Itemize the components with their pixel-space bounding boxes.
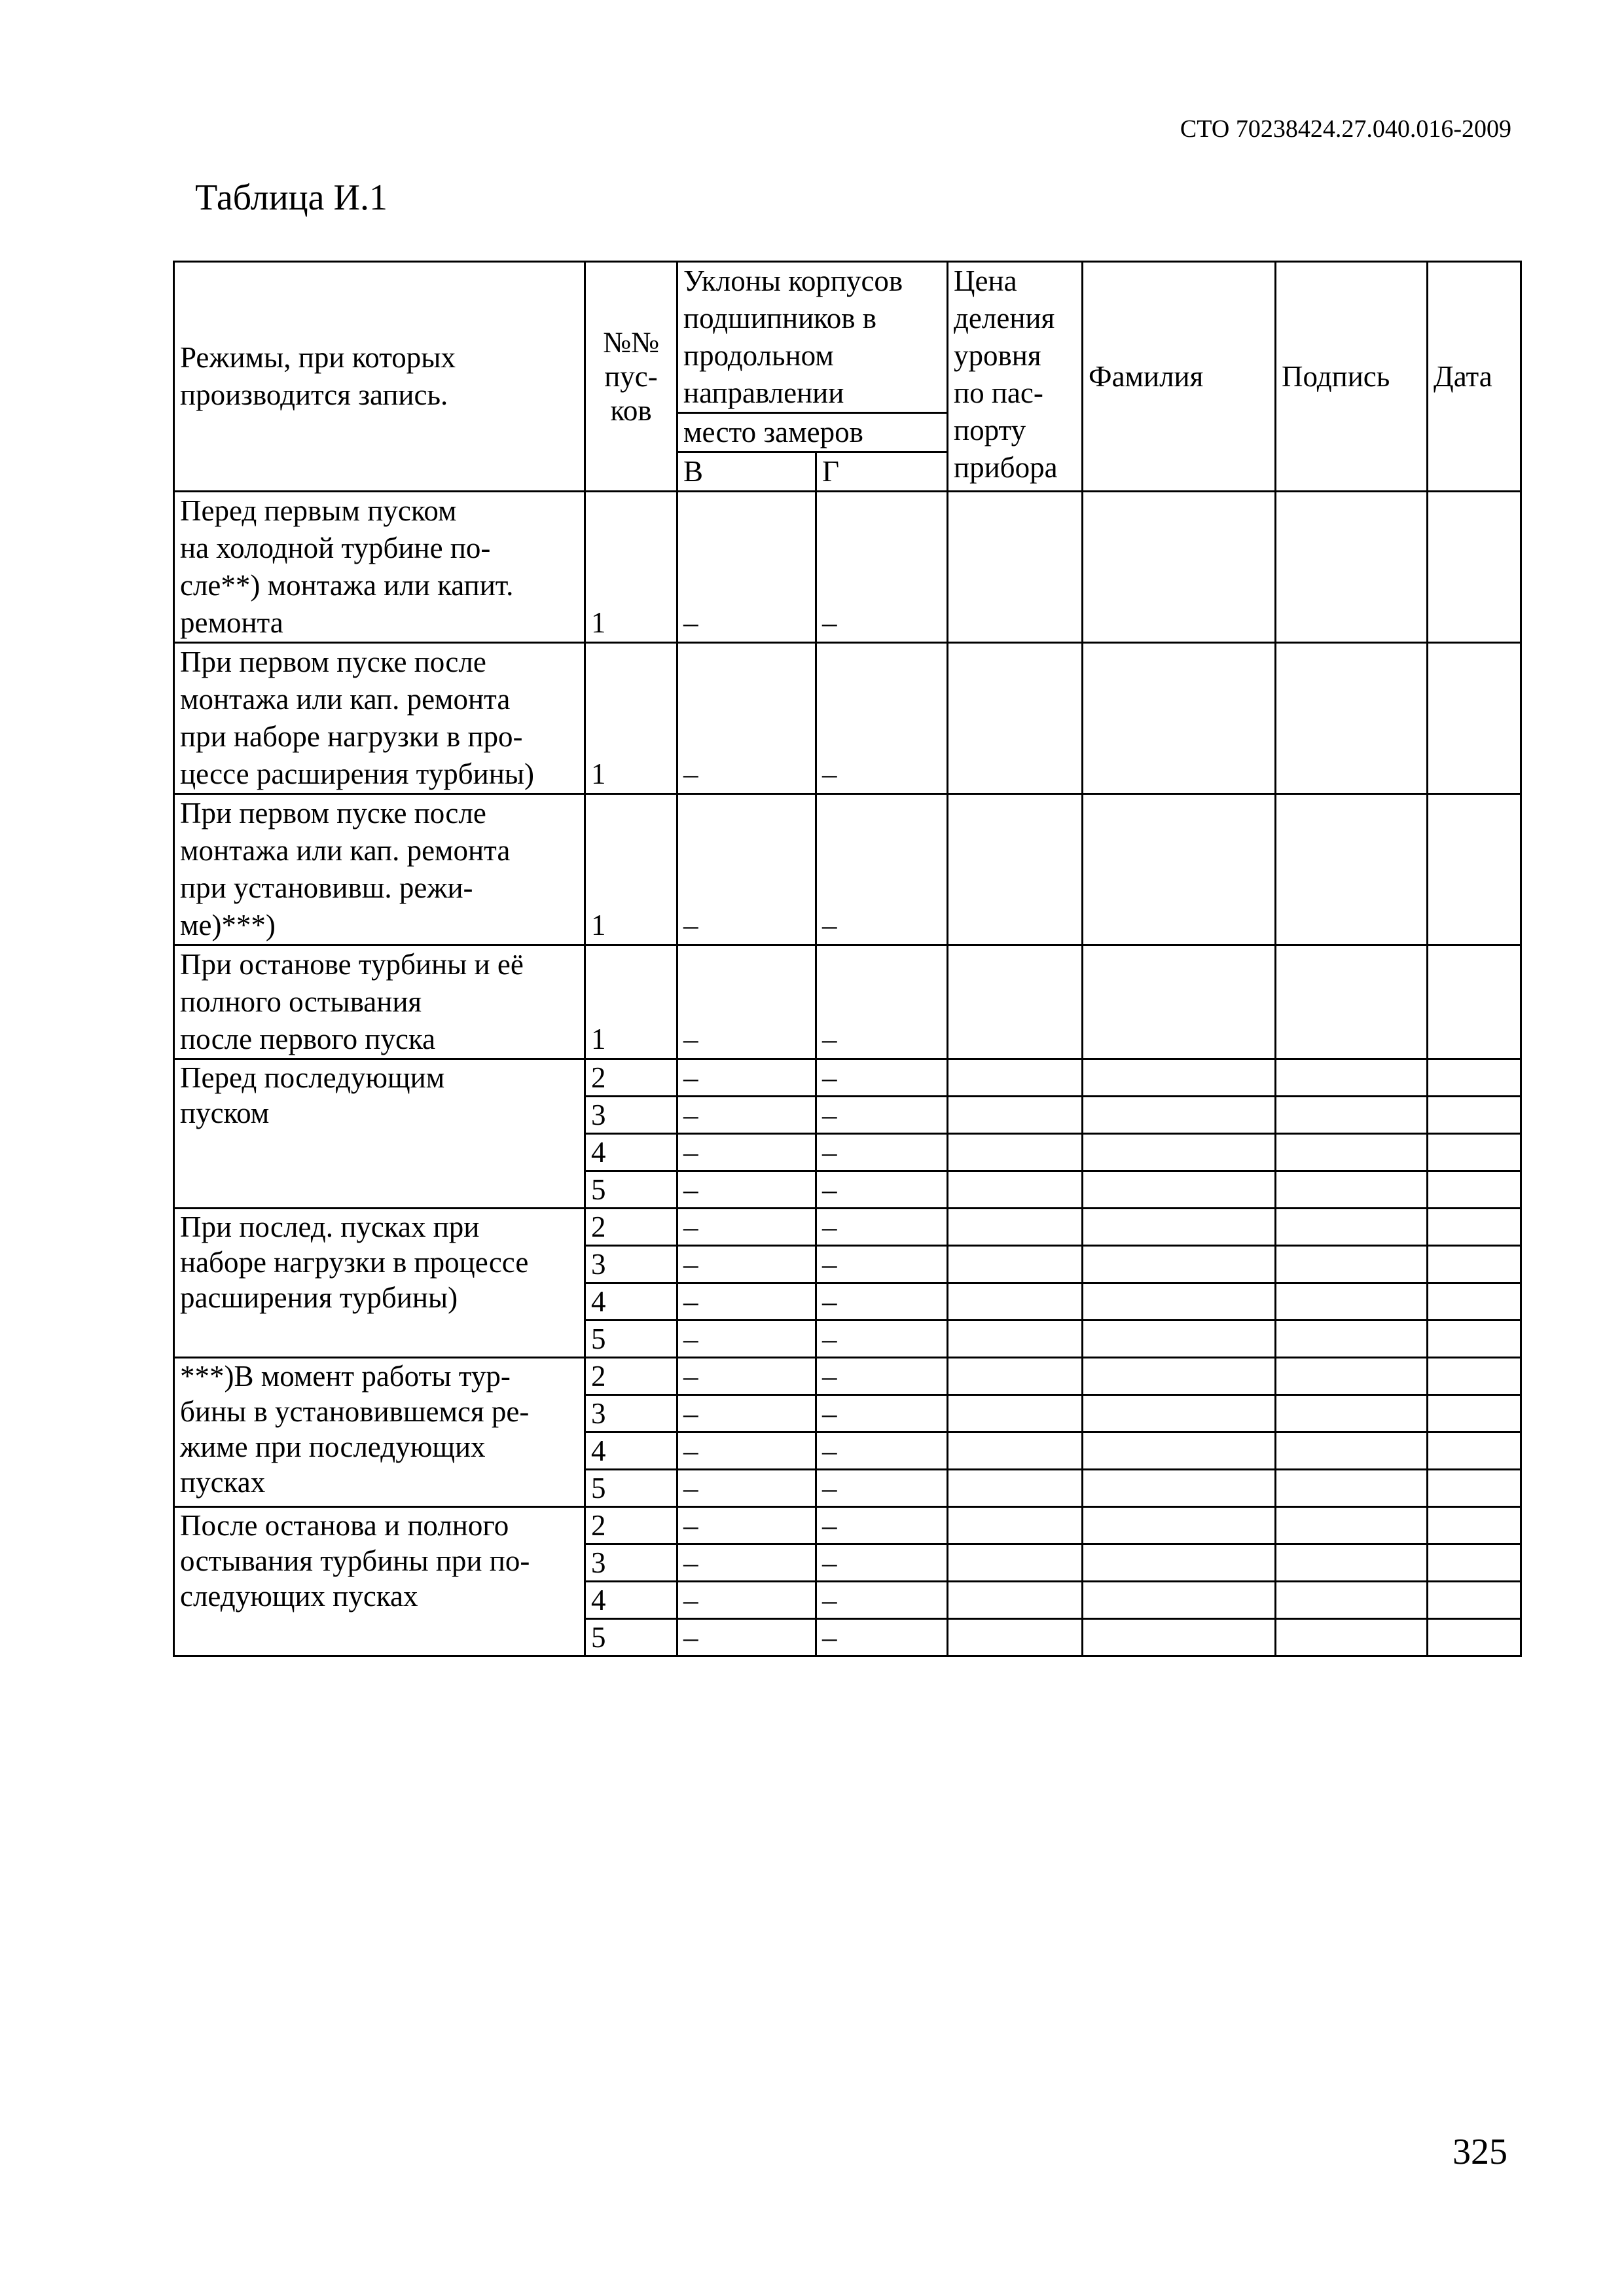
text-line: При первом пуске после [180,797,486,829]
scale-cell [948,1283,1083,1321]
scale-cell [948,1507,1083,1544]
date-cell [1428,1321,1521,1358]
slope-g-value: – [816,1059,948,1097]
text-line: после первого пуска [180,1023,436,1055]
date-cell [1428,1395,1521,1432]
text-line: ремонта [180,606,283,639]
mode-cell [174,794,585,945]
launch-number: 1 [585,945,677,1059]
signature-cell [1276,643,1428,794]
launch-number: 1 [585,492,677,643]
date-cell [1428,1209,1521,1246]
text-line: остывания турбины при по- [180,1544,530,1577]
launch-number: 3 [585,1246,677,1283]
surname-cell [1083,1395,1276,1432]
text-line: После останова и полного [180,1509,509,1542]
mode-cell [174,643,585,794]
launch-number: 4 [585,1134,677,1171]
surname-cell [1083,1097,1276,1134]
date-cell [1428,1283,1521,1321]
launch-number: 4 [585,1432,677,1470]
mode-cell [174,1507,585,1656]
slope-v-value: – [677,1059,816,1097]
surname-cell [1083,1544,1276,1582]
launch-number: 5 [585,1470,677,1507]
scale-cell [948,1619,1083,1656]
slope-v-value: – [677,1097,816,1134]
slope-g-value: – [816,643,948,794]
text-line: пус- [604,360,658,393]
slope-g-value: – [816,1321,948,1358]
text-line: полного остывания [180,985,422,1018]
date-cell [1428,1470,1521,1507]
text-line: по пас- [954,376,1043,409]
launch-number: 4 [585,1582,677,1619]
date-cell [1428,945,1521,1059]
text-line: При послед. пусках при [180,1211,480,1243]
text-line: монтажа или кап. ремонта [180,834,511,867]
scale-cell [948,1544,1083,1582]
mode-cell [174,1358,585,1507]
slope-v-value: – [677,794,816,945]
date-cell [1428,1171,1521,1209]
date-cell [1428,1246,1521,1283]
table-row [174,643,1521,794]
surname-cell [1083,1283,1276,1321]
slope-v-value: – [677,492,816,643]
date-cell [1428,1134,1521,1171]
launch-number: 3 [585,1544,677,1582]
slope-v-value: – [677,1321,816,1358]
slope-v-value: – [677,1544,816,1582]
signature-cell [1276,1059,1428,1097]
text-line: Перед первым пуском [180,494,457,527]
surname-cell [1083,1432,1276,1470]
date-cell [1428,794,1521,945]
slope-g-value: – [816,794,948,945]
launch-number: 2 [585,1209,677,1246]
text-line: жиме при последующих [180,1430,486,1463]
table-row [174,794,1521,945]
surname-cell [1083,1209,1276,1246]
surname-cell [1083,643,1276,794]
launch-number: 1 [585,794,677,945]
surname-cell [1083,1246,1276,1283]
mode-cell [174,945,585,1059]
mode-cell [174,492,585,643]
signature-cell [1276,1097,1428,1134]
slope-v-value: – [677,1171,816,1209]
scale-cell [948,1582,1083,1619]
scale-cell [948,1432,1083,1470]
mode-cell [174,1209,585,1358]
slope-g-value: – [816,1470,948,1507]
slope-g-value: – [816,1171,948,1209]
text-line: цессе расширения турбины) [180,757,535,790]
slope-g-value: – [816,1209,948,1246]
signature-cell [1276,1358,1428,1395]
signature-cell [1276,1395,1428,1432]
slope-v-value: – [677,1283,816,1321]
launch-number: 5 [585,1321,677,1358]
text-line: Уклоны корпусов [683,264,903,297]
date-cell [1428,1544,1521,1582]
text-line: порту [954,414,1026,446]
launch-number: 2 [585,1507,677,1544]
date-cell [1428,1358,1521,1395]
header-modes: Режимы, при которых производится запись. [174,262,585,492]
date-cell [1428,1097,1521,1134]
scale-cell [948,1246,1083,1283]
signature-cell [1276,1209,1428,1246]
surname-cell [1083,1507,1276,1544]
scale-cell [948,492,1083,643]
date-cell [1428,1507,1521,1544]
text-line: №№ [603,326,659,359]
document-code: СТО 70238424.27.040.016-2009 [1180,115,1511,143]
launch-number: 3 [585,1097,677,1134]
slope-g-value: – [816,1507,948,1544]
date-cell [1428,492,1521,643]
scale-cell [948,1470,1083,1507]
signature-cell [1276,1582,1428,1619]
text-line: при наборе нагрузки в про- [180,720,523,753]
surname-cell [1083,1171,1276,1209]
surname-cell [1083,1321,1276,1358]
slope-v-value: – [677,1358,816,1395]
text-line: при установивш. режи- [180,871,473,904]
text-line: ***)В момент работы тур- [180,1360,511,1393]
date-cell [1428,1619,1521,1656]
slope-g-value: – [816,1097,948,1134]
slope-v-value: – [677,1209,816,1246]
table-title: Таблица И.1 [195,177,388,218]
text-line: наборе нагрузки в процессе [180,1246,529,1279]
signature-cell [1276,1432,1428,1470]
slope-v-value: – [677,1432,816,1470]
measurement-table [173,261,1522,1657]
slope-v-value: – [677,1582,816,1619]
signature-cell [1276,794,1428,945]
launch-number: 5 [585,1171,677,1209]
text-line: на холодной турбине по- [180,532,491,564]
surname-cell [1083,1358,1276,1395]
text-line: При останове турбины и её [180,948,524,981]
date-cell [1428,1582,1521,1619]
scale-cell [948,1171,1083,1209]
header-launch-no [585,262,677,492]
surname-cell [1083,1619,1276,1656]
slope-v-value: – [677,1134,816,1171]
text-line: расширения турбины) [180,1281,458,1314]
launch-number: 1 [585,643,677,794]
slope-g-value: – [816,1619,948,1656]
surname-cell [1083,1582,1276,1619]
surname-cell [1083,945,1276,1059]
slope-g-value: – [816,1246,948,1283]
header-measure-place: место замеров [677,413,948,452]
launch-number: 4 [585,1283,677,1321]
signature-cell [1276,492,1428,643]
scale-cell [948,1395,1083,1432]
slope-g-value: – [816,945,948,1059]
text-line: уровня [954,339,1041,372]
date-cell [1428,643,1521,794]
slope-v-value: – [677,1395,816,1432]
table-row [174,1059,1521,1097]
header-date: Дата [1428,262,1521,492]
slope-g-value: – [816,1134,948,1171]
header-point-g: Г [816,452,948,492]
slope-g-value: – [816,1582,948,1619]
scale-cell [948,794,1083,945]
signature-cell [1276,1321,1428,1358]
text-line: монтажа или кап. ремонта [180,683,511,716]
text-line: ков [610,394,652,427]
text-line: пусках [180,1466,266,1499]
text-line: бины в установившемся ре- [180,1395,530,1428]
date-cell [1428,1059,1521,1097]
surname-cell [1083,492,1276,643]
surname-cell [1083,1059,1276,1097]
slope-g-value: – [816,1283,948,1321]
launch-number: 2 [585,1358,677,1395]
scale-cell [948,1358,1083,1395]
launch-number: 5 [585,1619,677,1656]
slope-g-value: – [816,1432,948,1470]
slope-g-value: – [816,1395,948,1432]
slope-g-value: – [816,1544,948,1582]
page-number: 325 [1453,2132,1507,2172]
scale-cell [948,1134,1083,1171]
signature-cell [1276,1246,1428,1283]
scale-cell [948,1097,1083,1134]
header-surname: Фамилия [1083,262,1276,492]
table-row [174,1507,1521,1544]
header-signature: Подпись [1276,262,1428,492]
text-line: направлении [683,376,844,409]
table-row [174,1358,1521,1395]
slope-v-value: – [677,643,816,794]
text-line: прибора [954,451,1058,484]
text-line: деления [954,302,1055,335]
text-line: Перед последующим [180,1061,445,1094]
header-point-v: В [677,452,816,492]
text-line: При первом пуске после [180,646,486,678]
header-scale [948,262,1083,492]
table-row [174,492,1521,643]
slope-g-value: – [816,1358,948,1395]
scale-cell [948,945,1083,1059]
date-cell [1428,1432,1521,1470]
text-line: продольном [683,339,834,372]
slope-v-value: – [677,1470,816,1507]
signature-cell [1276,1544,1428,1582]
text-line: пуском [180,1097,270,1129]
text-line: сле**) монтажа или капит. [180,569,514,602]
text-line: следующих пусках [180,1580,418,1613]
surname-cell [1083,1470,1276,1507]
table-row [174,1209,1521,1246]
scale-cell [948,1321,1083,1358]
launch-number: 2 [585,1059,677,1097]
header-slopes [677,262,948,413]
slope-g-value: – [816,492,948,643]
scale-cell [948,1059,1083,1097]
signature-cell [1276,1171,1428,1209]
slope-v-value: – [677,945,816,1059]
slope-v-value: – [677,1619,816,1656]
surname-cell [1083,794,1276,945]
launch-number: 3 [585,1395,677,1432]
signature-cell [1276,945,1428,1059]
signature-cell [1276,1619,1428,1656]
scale-cell [948,1209,1083,1246]
surname-cell [1083,1134,1276,1171]
table-row [174,945,1521,1059]
signature-cell [1276,1507,1428,1544]
mode-cell [174,1059,585,1209]
signature-cell [1276,1134,1428,1171]
signature-cell [1276,1470,1428,1507]
slope-v-value: – [677,1507,816,1544]
scale-cell [948,643,1083,794]
text-line: ме)***) [180,909,276,941]
signature-cell [1276,1283,1428,1321]
text-line: Цена [954,264,1017,297]
slope-v-value: – [677,1246,816,1283]
text-line: подшипников в [683,302,876,335]
